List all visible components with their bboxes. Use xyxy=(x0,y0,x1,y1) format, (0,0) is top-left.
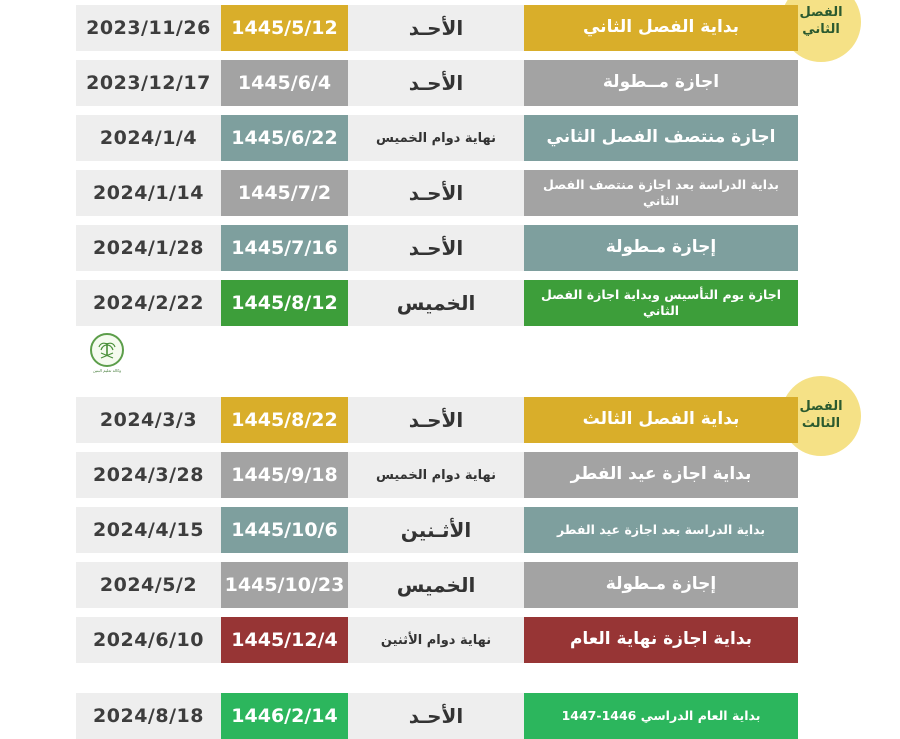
gregorian-date: 2023/12/17 xyxy=(86,72,211,94)
day-label: الأثـنين xyxy=(400,518,472,542)
gregorian-date: 2024/8/18 xyxy=(93,705,204,727)
hijri-date: 1445/12/4 xyxy=(221,617,348,663)
gregorian-date: 2024/4/15 xyxy=(93,519,204,541)
table-row xyxy=(76,562,798,608)
gregorian-date: 2024/1/4 xyxy=(99,127,198,149)
hijri-date: 1445/7/16 xyxy=(221,225,348,271)
event-label: اجازة مــطولة xyxy=(524,60,798,106)
hijri-date: 1445/6/22 xyxy=(221,115,348,161)
table-row xyxy=(76,225,798,271)
event-label: بداية العام الدراسي 1446-1447 xyxy=(524,693,798,739)
hijri-date: 1445/9/18 xyxy=(221,452,348,498)
table-row xyxy=(76,452,798,498)
event-label: بداية اجازة عيد الفطر xyxy=(524,452,798,498)
hijri-date: 1445/8/22 xyxy=(221,397,348,443)
hijri-date: 1445/6/4 xyxy=(221,60,348,106)
table-row xyxy=(76,5,798,51)
gregorian-date: 2024/1/14 xyxy=(93,182,204,204)
hijri-date: 1445/5/12 xyxy=(221,5,348,51)
event-label: بداية الدراسة بعد اجازة عيد الفطر xyxy=(524,507,798,553)
day-label: الأحـد xyxy=(408,236,464,260)
table-row xyxy=(76,397,798,443)
table-row xyxy=(76,507,798,553)
table-row xyxy=(76,693,798,739)
gregorian-date: 2024/6/10 xyxy=(93,629,204,651)
day-label: الأحـد xyxy=(408,16,464,40)
hijri-date: 1445/7/2 xyxy=(221,170,348,216)
day-label: الخميس xyxy=(396,291,476,315)
table-row xyxy=(76,617,798,663)
term-badge-line2: الثاني xyxy=(802,22,840,37)
event-label: بداية اجازة نهاية العام xyxy=(524,617,798,663)
event-label: بداية الفصل الثاني xyxy=(524,5,798,51)
hijri-date: 1445/10/23 xyxy=(221,562,348,608)
event-label: إجازة مـطولة xyxy=(524,225,798,271)
gregorian-date: 2023/11/26 xyxy=(86,17,211,39)
event-label: إجازة مـطولة xyxy=(524,562,798,608)
gregorian-date: 2024/3/28 xyxy=(93,464,204,486)
term-badge-line1: الفصل xyxy=(799,5,843,21)
day-label: نهاية دوام الأثنين xyxy=(380,632,492,648)
gregorian-date: 2024/1/28 xyxy=(93,237,204,259)
gregorian-date: 2024/3/3 xyxy=(99,409,198,431)
event-label: اجازة يوم التأسيس وبداية اجازة الفصل الثاني xyxy=(524,280,798,326)
table-row xyxy=(76,115,798,161)
hijri-date: 1445/10/6 xyxy=(221,507,348,553)
day-label: الأحـد xyxy=(408,181,464,205)
day-label: الأحـد xyxy=(408,704,464,728)
event-label: بداية الدراسة بعد اجازة منتصف الفصل الثاني xyxy=(524,170,798,216)
logo-caption: وكالة تعليم البنين xyxy=(92,368,122,373)
table-row xyxy=(76,280,798,326)
term-badge-line1: الفصل xyxy=(799,399,843,415)
day-label: نهاية دوام الخميس xyxy=(375,467,496,483)
palm-emblem-icon xyxy=(90,333,124,367)
gregorian-date: 2024/2/22 xyxy=(93,292,204,314)
gregorian-date: 2024/5/2 xyxy=(99,574,198,596)
table-row xyxy=(76,170,798,216)
event-label: بداية الفصل الثالث xyxy=(524,397,798,443)
day-label: الخميس xyxy=(396,573,476,597)
day-label: الأحـد xyxy=(408,71,464,95)
hijri-date: 1445/8/12 xyxy=(221,280,348,326)
ministry-logo xyxy=(84,333,130,385)
day-label: الأحـد xyxy=(408,408,464,432)
day-label: نهاية دوام الخميس xyxy=(375,130,496,146)
event-label: اجازة منتصف الفصل الثاني xyxy=(524,115,798,161)
table-row xyxy=(76,60,798,106)
term-badge-line2: الثالث xyxy=(801,416,841,431)
hijri-date: 1446/2/14 xyxy=(221,693,348,739)
